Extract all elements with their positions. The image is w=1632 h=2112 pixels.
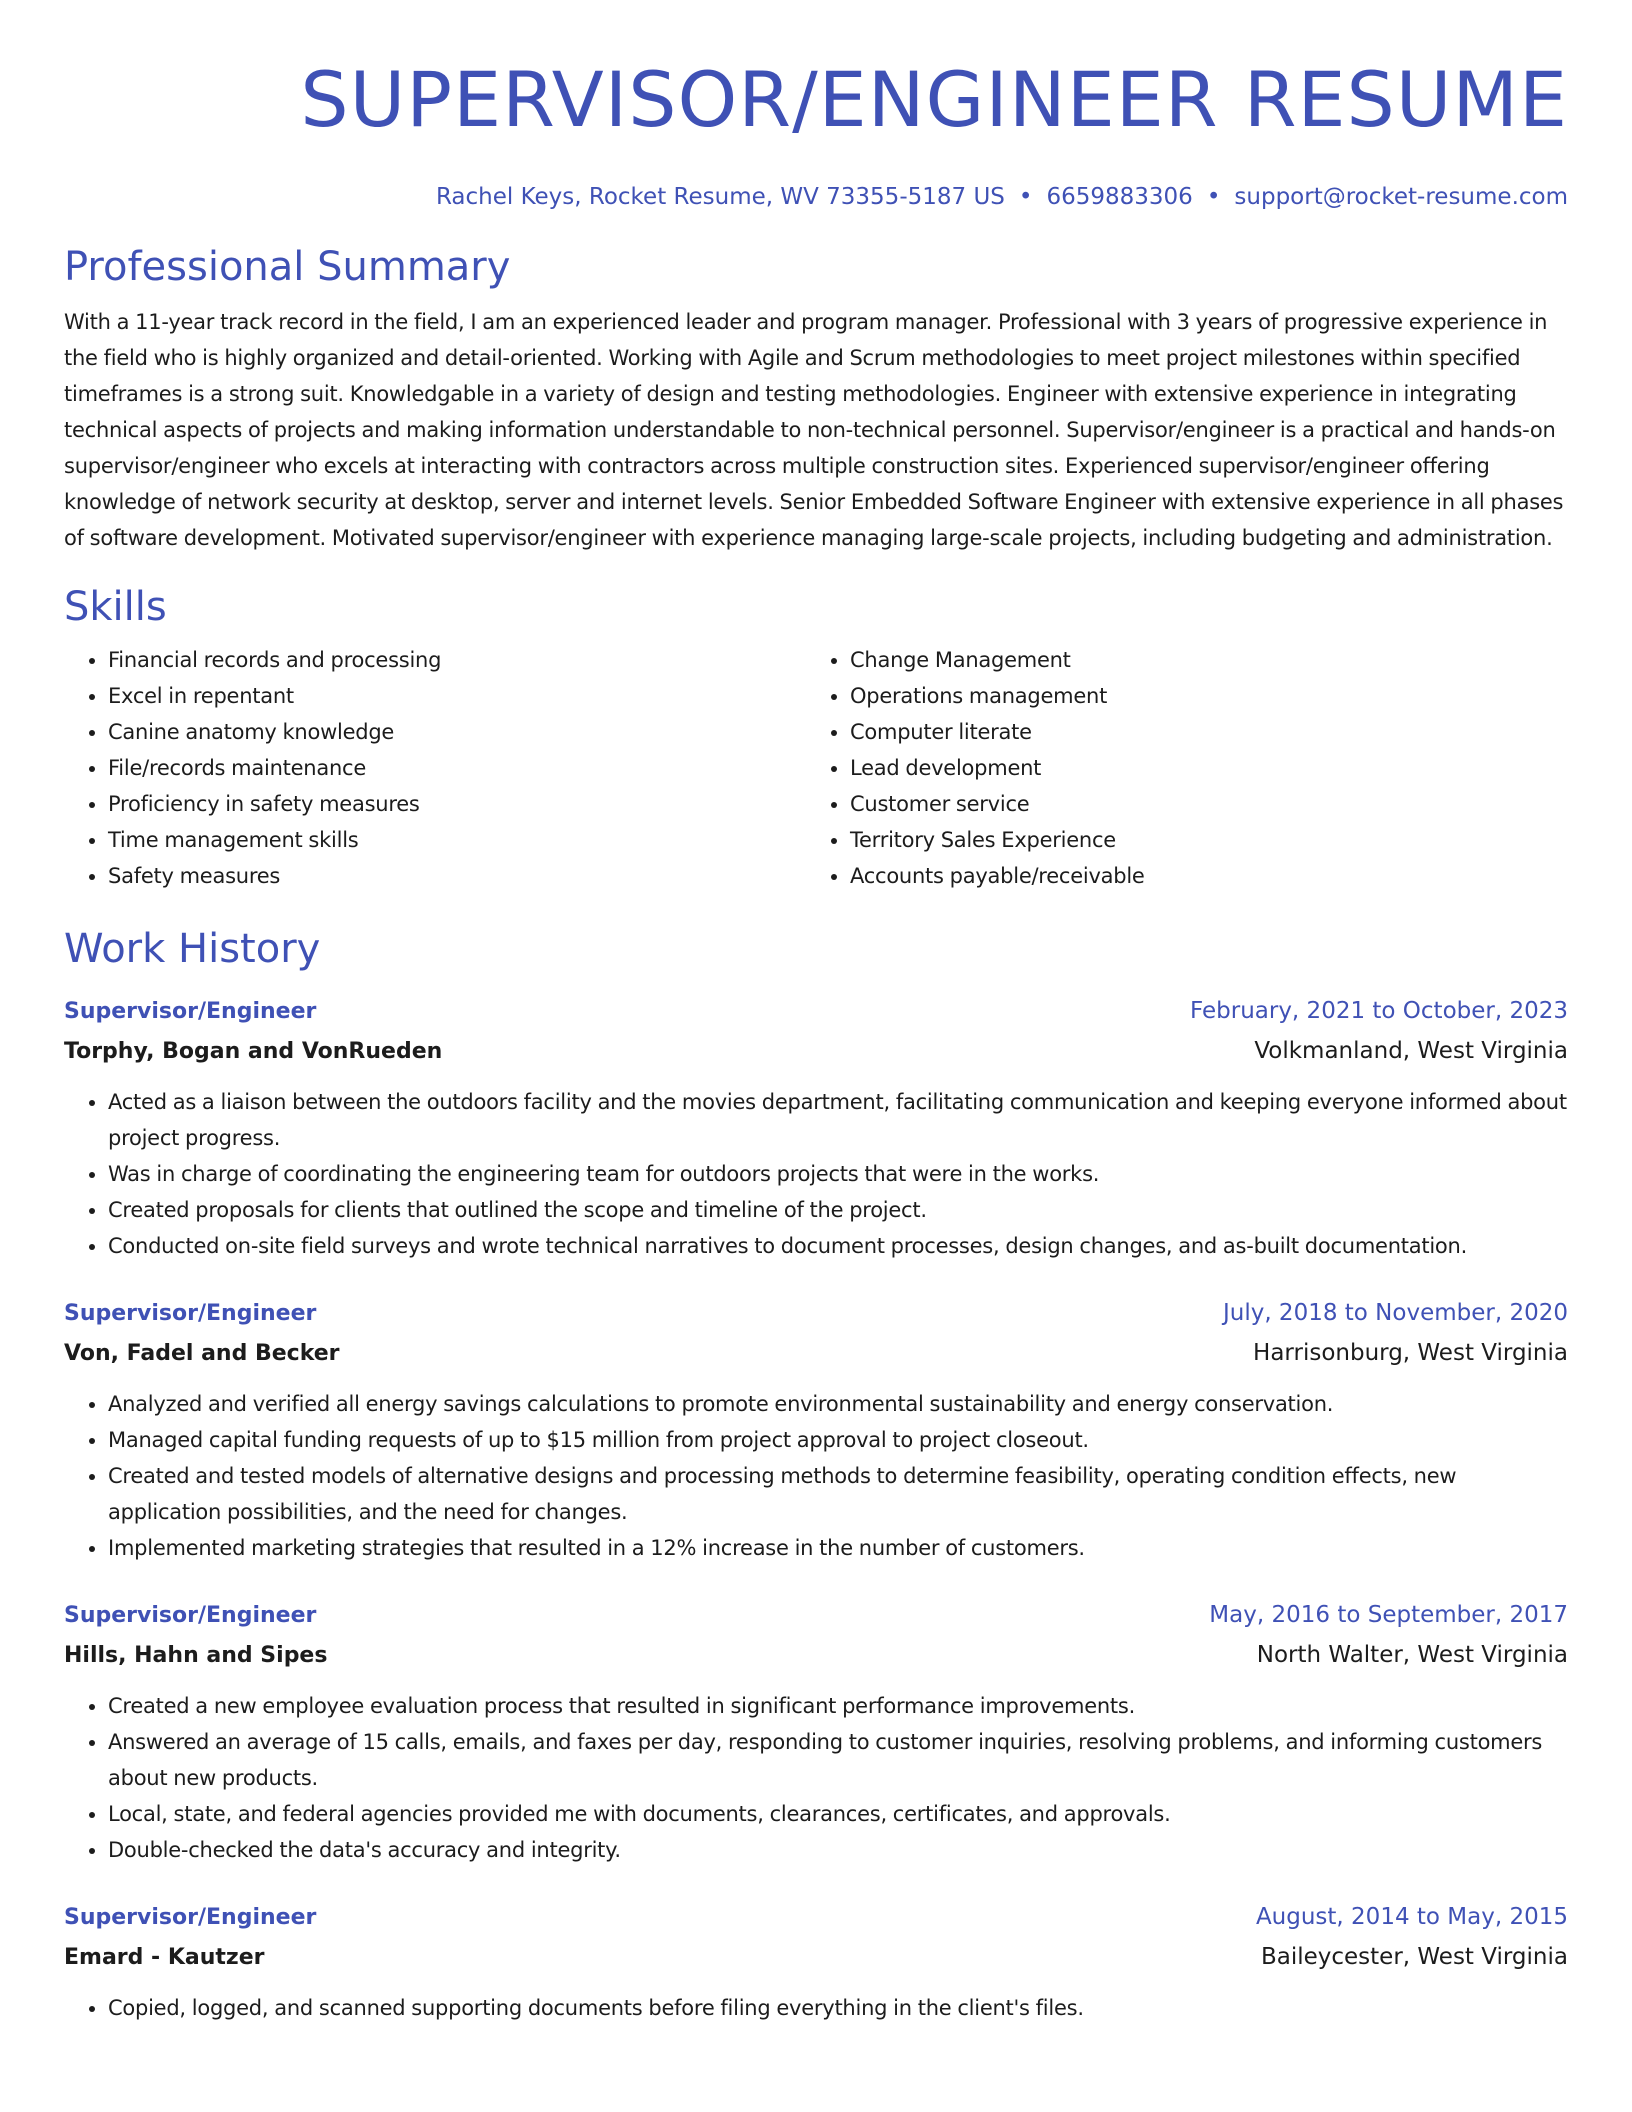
job-bullet: • Analyzed and verified all energy savings calculations to promote environmental sustainability and energy conservation. [108,1386,1568,1422]
job-role: Supervisor/Engineer [64,1301,317,1326]
job-company: Emard - Kautzer [64,1945,265,1970]
job-role: Supervisor/Engineer [64,999,317,1024]
skill-item: • Canine anatomy knowledge [108,714,806,750]
contact-separator: • [1206,184,1221,210]
skill-item: • Computer literate [850,714,1548,750]
contact-address: Rachel Keys, Rocket Resume, WV 73355-5187 US [435,184,1005,210]
job-header [64,1596,1568,1635]
skill-item: • Proficiency in safety measures [108,786,806,822]
job-company: Hills, Hahn and Sipes [64,1643,328,1668]
job-bullets [64,1084,1568,1264]
job-entry [64,992,1568,1264]
job-bullet: • Implemented marketing strategies that resulted in a 12% increase in the number of customers. [108,1530,1568,1566]
job-bullet: • Copied, logged, and scanned supporting documents before filing everything in the client's files. [108,1990,1568,2026]
skills-column-left [64,642,806,894]
summary-heading: Professional Summary [64,244,511,290]
summary-text: With a 11-year track record in the field, I am an experienced leader and program manager. Professional with 3 years of progressive experience in the field who is highly organized and detail-oriented. Working with Agile and Scrum methodologies to meet project milestones within specified timeframes is a strong suit. Knowledgable in a variety of design and testing methodologies. Engineer with extensive experience in integrating technical aspects of projects and making information understandable to non-technical personnel. Supervisor/engineer is a practical and hands-on supervisor/engineer who excels at interacting with contractors across multiple construction sites. Experienced supervisor/engineer offering knowledge of network security at desktop, server and internet levels. Senior Embedded Software Engineer with extensive experience in all phases of software development. Motivated supervisor/engineer with experience managing large-scale projects, including budgeting and administration. [64,310,1564,550]
job-entry [64,1898,1568,2026]
contact-line [64,182,1568,212]
job-bullet: • Local, state, and federal agencies provided me with documents, clearances, certificates, and approvals. [108,1796,1568,1832]
skill-item: • Financial records and processing [108,642,806,678]
job-location: Volkmanland, West Virginia [1254,1038,1568,1064]
skill-item: • Excel in repentant [108,678,806,714]
job-bullet: • Acted as a liaison between the outdoors facility and the movies department, facilitating communication and keeping everyone informed about project progress. [108,1084,1568,1156]
job-role: Supervisor/Engineer [64,1603,317,1628]
skill-item: • Safety measures [108,858,806,894]
job-company: Von, Fadel and Becker [64,1341,340,1366]
skill-item: • Territory Sales Experience [850,822,1548,858]
job-subheader [64,1937,1568,1978]
job-bullet: • Created proposals for clients that outlined the scope and timeline of the project. [108,1192,1568,1228]
job-company: Torphy, Bogan and VonRueden [64,1039,443,1064]
job-bullets [64,1990,1568,2026]
job-subheader [64,1031,1568,1072]
job-bullet: • Was in charge of coordinating the engineering team for outdoors projects that were in the works. [108,1156,1568,1192]
skill-item: • Lead development [850,750,1548,786]
job-header [64,1294,1568,1333]
job-bullet: • Managed capital funding requests of up to $15 million from project approval to project closeout. [108,1422,1568,1458]
resume-title: SUPERVISOR/ENGINEER RESUME [300,55,1568,144]
job-location: North Walter, West Virginia [1256,1642,1568,1668]
job-bullet: • Created and tested models of alternative designs and processing methods to determine feasibility, operating condition effects, new application possibilities, and the need for changes. [108,1458,1568,1530]
contact-phone[interactable]: 6659883306 [1046,184,1193,210]
skill-item: • Customer service [850,786,1548,822]
job-subheader [64,1635,1568,1676]
job-dates: February, 2021 to October, 2023 [1190,998,1568,1024]
job-subheader [64,1333,1568,1374]
skill-item: • Change Management [850,642,1548,678]
job-dates: July, 2018 to November, 2020 [1222,1300,1568,1326]
contact-separator: • [1018,184,1033,210]
skill-item: • Accounts payable/receivable [850,858,1548,894]
work-history-heading: Work History [64,926,321,972]
job-bullets [64,1386,1568,1566]
skills-heading: Skills [64,584,167,630]
job-location: Baileycester, West Virginia [1260,1944,1568,1970]
skill-item: • File/records maintenance [108,750,806,786]
skill-item: • Operations management [850,678,1548,714]
job-entry [64,1294,1568,1566]
skills-column-right [806,642,1548,894]
job-location: Harrisonburg, West Virginia [1253,1340,1568,1366]
job-bullet: • Conducted on-site field surveys and wrote technical narratives to document processes, design changes, and as-built documentation. [108,1228,1568,1264]
job-bullet: • Double-checked the data's accuracy and integrity. [108,1832,1568,1868]
job-bullets [64,1688,1568,1868]
job-header [64,992,1568,1031]
job-entry [64,1596,1568,1868]
resume-page [64,0,1568,2026]
job-role: Supervisor/Engineer [64,1905,317,1930]
job-bullet: • Created a new employee evaluation process that resulted in significant performance improvements. [108,1688,1568,1724]
job-bullet: • Answered an average of 15 calls, emails, and faxes per day, responding to customer inquiries, resolving problems, and informing customers about new products. [108,1724,1568,1796]
contact-email[interactable]: support@rocket-resume.com [1234,184,1568,210]
job-dates: August, 2014 to May, 2015 [1255,1904,1568,1930]
skill-item: • Time management skills [108,822,806,858]
job-dates: May, 2016 to September, 2017 [1209,1602,1568,1628]
skills-list [64,642,1568,894]
job-header [64,1898,1568,1937]
